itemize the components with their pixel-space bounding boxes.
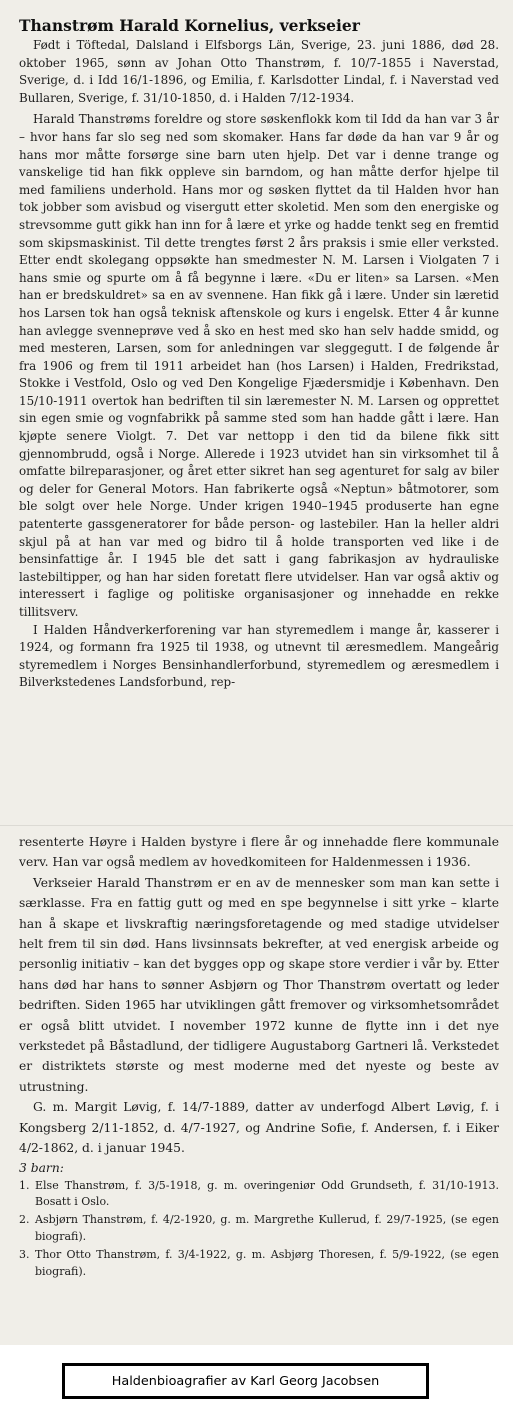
legacy-paragraph: Verkseier Harald Thanstrøm er en av de mennesker som man kan sette i særklasse. Fra en fattig gutt og med en spe begynnelse i sitt yrke – klarte han å skape et livskraftig næringsforetagende og med stadige utvidelser helt frem til sin død. Hans livsinnsats bekrefter, at ved energisk arbeide og personlig initiativ – kan det bygges opp og skape store verdier i vår by. Etter hans død har hans to sønner Asbjørn og Thor Thanstrøm overtatt og leder bedriften. Siden 1965 har utviklingen gått fremover og virksomhetsområdet er også blitt utvidet. I november 1972 kunne de flytte inn i det nye verkstedet på Båstadlund, der tidligere Augustaborg Gartneri lå. Verkstedet er distriktets største og mest moderne med det nyeste og beste av utrustning. — [19, 875, 499, 1094]
person-name: Thanstrøm Harald Kornelius, — [19, 16, 275, 35]
list-item — [19, 1212, 499, 1245]
list-number: 2. — [19, 1213, 30, 1227]
list-text: Asbjørn Thanstrøm, f. 4/2-1920, g. m. Margrethe Kullerud, f. 29/7-1925, (se egen biografi). — [35, 1213, 499, 1243]
list-item — [19, 1247, 499, 1280]
source-caption — [62, 1363, 429, 1399]
birth-paragraph: Født i Töftedal, Dalsland i Elfsborgs Län, Sverige, 23. juni 1886, død 28. oktober 1965, sønn av Johan Otto Thanstrøm, f. 10/7-1855 i Naverstad, Sverige, d. i Idd 16/1-1896, og Emilia, f. Karlsdotter Lindal, f. i Naverstad ved Bullaren, Sverige, f. 31/10-1850, d. i Halden 7/12-1934. — [19, 38, 499, 105]
life-paragraph: Harald Thanstrøms foreldre og store søskenflokk kom til Idd da han var 3 år – hvor hans far slo seg ned som skomaker. Hans far døde da han var 9 år og hans mor måtte forsørge sine barn uten hjelp. Det var i denne trange og vanskelige tid han fikk oppleve sin barndom, og han måtte derfor hjelpe til med familiens underhold. Hans mor og søsken flyttet da til Halden hvor han tok jobber som avisbud og visergutt etter skoletid. Men som den energiske og strevsomme gutt gikk han inn for å lære et yrke og hadde tenkt seg en fremtid som skipsmaskinist. Til dette trengtes først 2 års praksis i smie eller verksted. Etter endt skolegang oppsøkte han smedmester N. M. Larsen i Violgaten 7 i hans smie og spurte om å få begynne i lære. «Du er liten» sa Larsen. «Men han er bredskuldret» sa en av svennene. Han fikk gå i lære. Under sin læretid hos Larsen tok han også teknisk aftenskole og kurs i engelsk. Etter 4 år kunne han avlegge svenneprøve ved å sko en hest med sko han selv hadde smidd, og med mesteren, Larsen, som for anledningen var sleggegutt. I de følgende år fra 1906 og frem til 1911 arbeidet han (hos Larsen) i Halden, Fredrikstad, Stokke i Vestfold, Oslo og ved Den Kongelige Fjædersmidje i København. Den 15/10-1911 overtok han bedriften til sin læremester N. M. Larsen og opprettet sin egen smie og vognfabrikk på samme sted som han hadde gått i lære. Han kjøpte senere Violgt. 7. Det var nettopp i den tid da bilene fikk sitt gjennombrudd, også i Norge. Allerede i 1923 utvidet han sin virksomhet til å omfatte bilreparasjoner, og året etter sikret han seg agenturet for salg av biler og deler for General Motors. Han fabrikerte også «Neptun» båtmotorer, som ble solgt over hele Norge. Under krigen 1940–1945 produserte han egne patenterte gassgeneratorer for både person- og lastebiler. Han la heller aldri skjul på at han var med og bidro til å holde transporten ved like i de bensinfattige år. I 1945 ble det satt i gang fabrikasjon av hydrauliske lastebiltipper, og han har siden foretatt flere utvidelser. Han var også aktiv og interessert i faglige og politiske organisasjoner og innehadde en rekke tillitsverv. — [19, 112, 499, 619]
list-number: 3. — [19, 1248, 30, 1262]
offices-continued-paragraph: resenterte Høyre i Halden bystyre i flere år og innehadde flere kommunale verv. Han var også medlem av hovedkomiteen for Haldenmessen i 1936. — [19, 835, 499, 870]
list-text: Else Thanstrøm, f. 3/5-1918, g. m. overingeniør Odd Grundseth, f. 31/10-1913. Bosatt i Oslo. — [35, 1178, 499, 1208]
list-text: Thor Otto Thanstrøm, f. 3/4-1922, g. m. Asbjørg Thoresen, f. 5/9-1922, (se egen biografi). — [35, 1248, 499, 1278]
offices-paragraph: I Halden Håndverkerforening var han styremedlem i mange år, kasserer i 1924, og formann fra 1925 til 1938, og utnevnt til æresmedlem. Mangeårig styremedlem i Norges Bensinhandlerforbund, styremedlem og æresmedlem i Bilverkstedenes Landsforbund, rep- — [19, 622, 499, 690]
list-item — [19, 1178, 499, 1211]
scanned-page-part-2 — [0, 825, 513, 1345]
list-number: 1. — [19, 1178, 30, 1192]
biography-heading — [19, 16, 499, 35]
source-caption-text: Haldenbioagrafier av Karl Georg Jacobsen — [111, 1373, 380, 1389]
person-title: verkseier — [274, 16, 360, 35]
children-heading: 3 barn: — [19, 1160, 64, 1175]
children-list — [19, 1178, 499, 1280]
marriage-paragraph: G. m. Margit Løvig, f. 14/7-1889, datter av underfogd Albert Løvig, f. i Kongsberg 2/11-1852, d. 4/7-1927, og Andrine Sofie, f. Andersen, f. i Eiker 4/2-1862, d. i januar 1945. — [19, 1100, 499, 1156]
